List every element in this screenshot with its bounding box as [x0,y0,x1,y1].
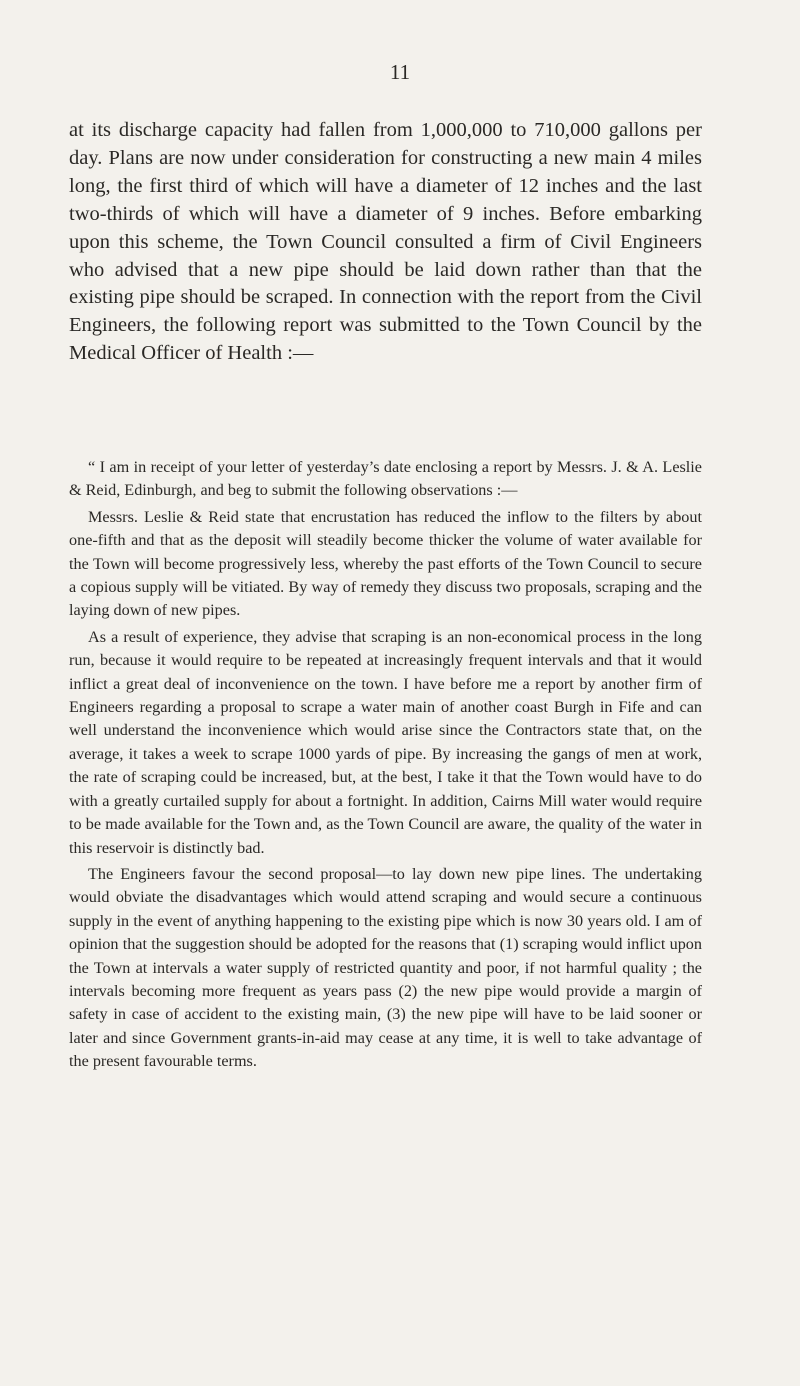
quoted-report [69,456,702,1077]
report-paragraph-4: The Engineers favour the second proposal—to lay down new pipe lines. The undertaking would obviate the disadvantages which would attend scraping and would secure a continuous supply in the event of anything happening to the existing pipe which is now 30 years old. I am of opinion that the suggestion should be adopted for the reasons that (1) scraping would inflict upon the Town at intervals a water supply of restricted quantity and poor, if not harmful quality ; the intervals becoming more frequent as years pass (2) the new pipe would provide a margin of safety in case of accident to the existing main, (3) the new pipe will have to be laid sooner or later and since Government grants-in-aid may cease at any time, it is well to take advantage of the present favourable terms. [69,864,702,1071]
report-paragraph-1: “ I am in receipt of your letter of yesterday’s date enclosing a report by Messrs. J. & A. Leslie & Reid, Edinburgh, and beg to submit the following observations :— [69,458,702,500]
report-paragraph-2: Messrs. Leslie & Reid state that encrustation has reduced the inflow to the filters by about one-fifth and that as the deposit will steadily become thicker the volume of water available for the Town will become progressively less, whereby the past efforts of the Town Council to secure a copious supply will be vitiated. By way of remedy they discuss two proposals, scraping and the laying down of new pipes. [69,507,702,620]
report-paragraph-3: As a result of experience, they advise that scraping is an non-economical process in the long run, because it would require to be repeated at increasingly frequent intervals and that it would inflict a great deal of inconvenience on the town. I have before me a report by another firm of Engineers regarding a proposal to scrape a water main of another coast Burgh in Fife and can well understand the inconvenience which would arise since the Contractors state that, on the average, it takes a week to scrape 1000 yards of pipe. By increasing the gangs of men at work, the rate of scraping could be increased, but, at the best, I take it that the Town would have to do with a greatly curtailed supply for about a fortnight. In addition, Cairns Mill water would require to be made available for the Town and, as the Town Council are aware, the quality of the water in this reservoir is distinctly bad. [69,627,702,857]
intro-paragraph [69,117,702,368]
intro-text: at its discharge capacity had fallen from 1,000,000 to 710,000 gallons per day. Plans are now under consideration for constructing a new main 4 miles long, the first third of which will have a diameter of 12 inches and the last two-thirds of which will have a diameter of 9 inches. Before embarking upon this scheme, the Town Council consulted a firm of Civil Engineers who advised that a new pipe should be laid down rather than that the existing pipe should be scraped. In connection with the report from the Civil Engineers, the following report was submitted to the Town Council by the Medical Officer of Health :— [69,119,702,365]
page-number: 11 [389,60,411,84]
